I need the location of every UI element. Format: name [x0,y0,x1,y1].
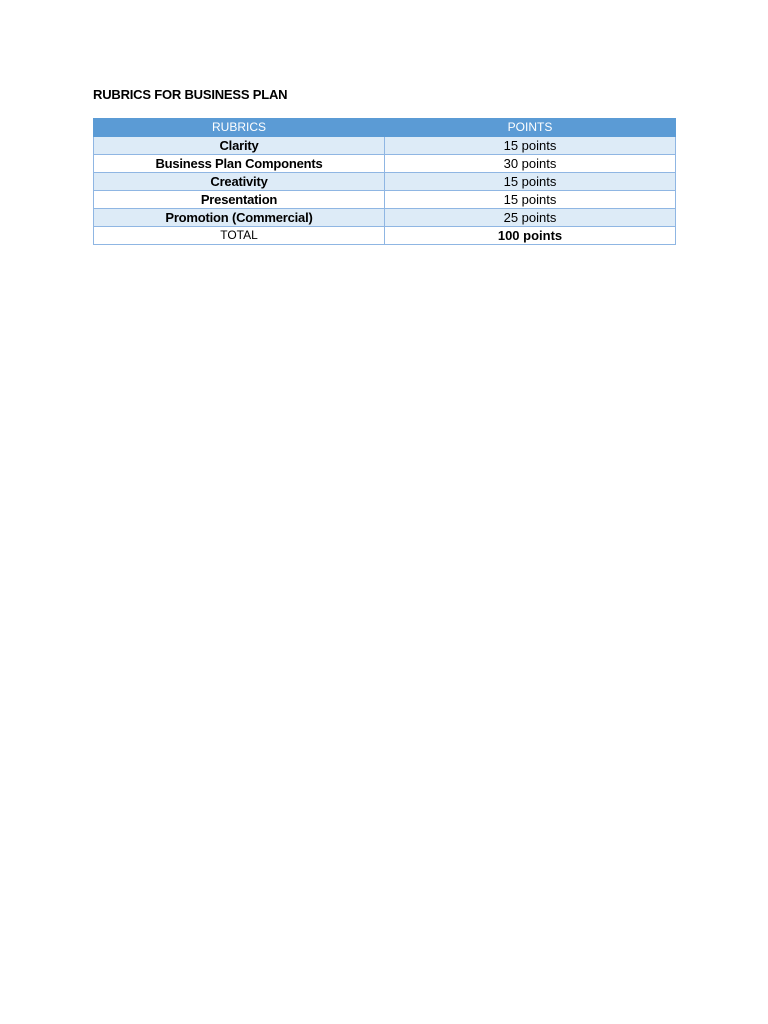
rubric-name-cell: Creativity [94,173,385,191]
table-row [94,155,676,173]
total-row [94,227,676,245]
points-cell: 15 points [385,191,676,209]
points-cell: 30 points [385,155,676,173]
table-header-row [94,119,676,137]
rubric-name-cell: Promotion (Commercial) [94,209,385,227]
rubric-name-cell: Clarity [94,137,385,155]
rubric-table [93,118,676,245]
table-row [94,137,676,155]
points-cell: 15 points [385,137,676,155]
points-cell: 15 points [385,173,676,191]
table-row [94,191,676,209]
points-column-header: POINTS [385,119,676,137]
total-label-cell: TOTAL [94,227,385,245]
rubric-name-cell: Presentation [94,191,385,209]
document-title: RUBRICS FOR BUSINESS PLAN [93,87,288,102]
rubrics-column-header: RUBRICS [94,119,385,137]
table-row [94,209,676,227]
total-points-cell: 100 points [385,227,676,245]
table-row [94,173,676,191]
points-cell: 25 points [385,209,676,227]
rubric-name-cell: Business Plan Components [94,155,385,173]
